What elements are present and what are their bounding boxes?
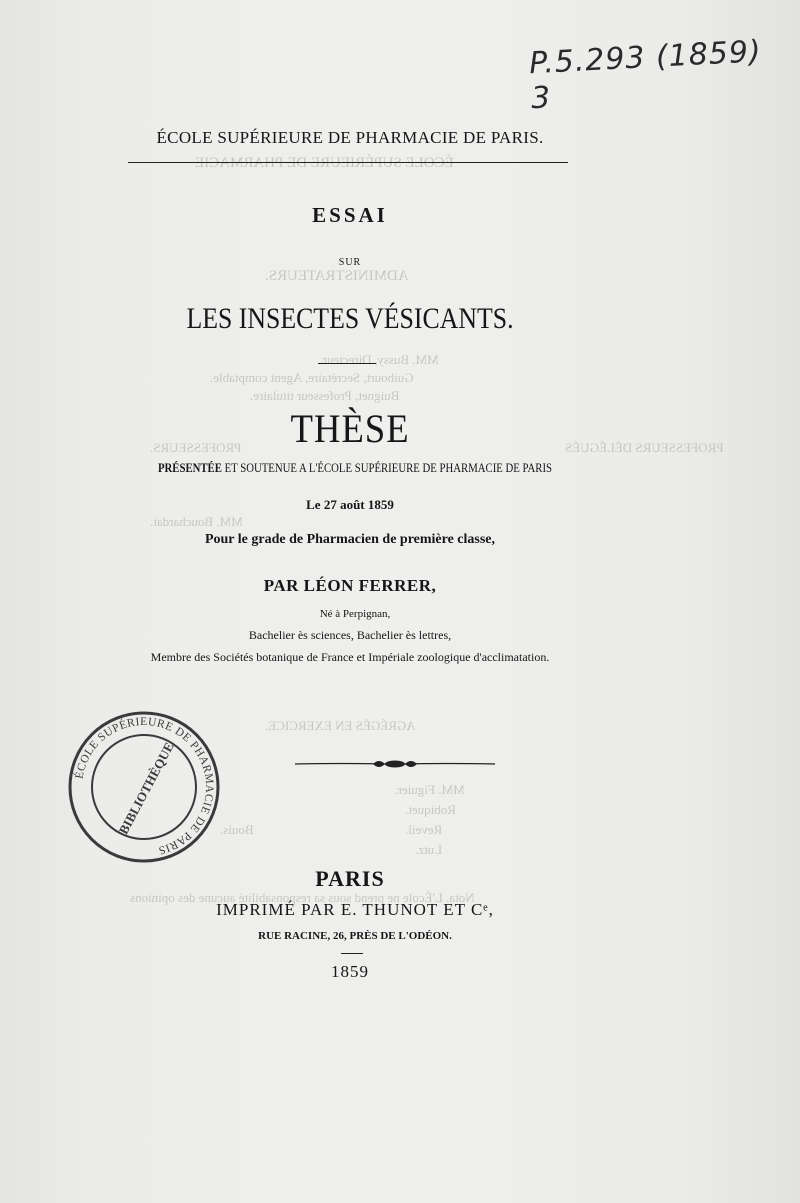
degree-grade: Pour le grade de Pharmacien de première classe, bbox=[204, 532, 496, 547]
imprint-printer: IMPRIMÉ PAR E. THUNOT ET Cᵉ, bbox=[216, 900, 494, 919]
author-degrees: Bachelier ès sciences, Bachelier ès lettres, bbox=[248, 628, 452, 642]
show-through-text: ÉCOLE SUPÉRIEURE DE PHARMACIE bbox=[195, 155, 454, 171]
imprint-address: RUE RACINE, 26, PRÈS DE L'ODÉON. bbox=[258, 930, 452, 942]
show-through-text: Robiquet. bbox=[405, 802, 456, 817]
show-through-text: Bouis. bbox=[220, 822, 254, 837]
show-through-text: PROFESSEURS DÉLÉGUÉS bbox=[565, 440, 724, 455]
header-rule bbox=[128, 162, 568, 163]
show-through-text: Lutz. bbox=[415, 842, 443, 857]
show-through-text: AGRÉGÉS EN EXERCICE. bbox=[265, 718, 416, 733]
show-through-text: ADMINISTRATEURS. bbox=[265, 268, 409, 284]
show-through-text: MM. Bouchardat. bbox=[150, 514, 243, 529]
short-rule bbox=[318, 363, 376, 364]
ornament-divider bbox=[295, 756, 495, 772]
presentation-line bbox=[50, 461, 661, 476]
essai-title: ESSAI bbox=[312, 203, 388, 227]
presentee-rest: ET SOUTENUE A L'ÉCOLE SUPÉRIEURE DE PHARMACIE DE PARIS bbox=[221, 461, 553, 475]
imprint-rule bbox=[341, 953, 363, 954]
show-through-text: PROFESSEURS. bbox=[150, 440, 242, 455]
school-header: ÉCOLE SUPÉRIEURE DE PHARMACIE DE PARIS. bbox=[156, 128, 544, 147]
show-through-text: Reveil. bbox=[405, 822, 443, 837]
show-through-text: Nota. L'École ne prend sous sa responsabilité aucune des opinions bbox=[130, 890, 475, 905]
stamp-inner-text: BIBLIOTHÈQUE bbox=[115, 739, 177, 837]
stamp-outer-text: ÉCOLE SUPÉRIEURE DE PHARMACIE DE PARIS bbox=[73, 715, 216, 857]
defense-date: Le 27 août 1859 bbox=[306, 497, 394, 512]
these-title: THÈSE bbox=[290, 406, 410, 451]
show-through-text: Guibourt, Secrétaire, Agent comptable. bbox=[210, 370, 414, 385]
imprint-place: PARIS bbox=[315, 866, 385, 891]
sur-word: SUR bbox=[338, 257, 362, 268]
birthplace: Né à Perpignan, bbox=[319, 608, 391, 620]
show-through-text: MM. Bussy, Directeur. bbox=[320, 352, 439, 367]
imprint-year: 1859 bbox=[331, 962, 369, 981]
author-name: PAR LÉON FERRER, bbox=[263, 576, 437, 595]
thesis-subject: LES INSECTES VÉSICANTS. bbox=[186, 302, 514, 335]
show-through-text: MM. Figuier. bbox=[395, 782, 465, 797]
library-stamp bbox=[65, 708, 223, 866]
handwritten-shelfmark: P.5.293 (1859) 3 bbox=[528, 34, 763, 117]
show-through-text: Buignet, Professeur titulaire. bbox=[250, 388, 400, 403]
author-memberships: Membre des Sociétés botanique de France et Impériale zoologique d'acclimatation. bbox=[150, 650, 550, 664]
presentee-word: PRÉSENTÉE bbox=[157, 461, 222, 475]
